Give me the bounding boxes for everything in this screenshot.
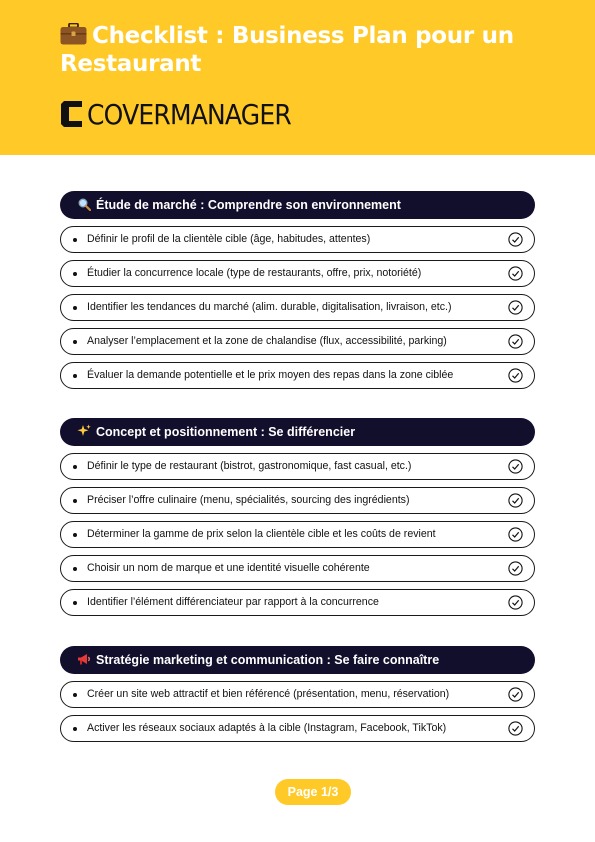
bullet-icon <box>73 306 77 310</box>
checklist-item[interactable] <box>60 328 535 355</box>
checklist-item[interactable] <box>60 555 535 582</box>
section-header-market-study <box>60 191 535 219</box>
checklist-item-label: Analyser l’emplacement et la zone de chalandise (flux, accessibilité, parking) <box>87 335 447 347</box>
magnifier-icon <box>76 191 92 219</box>
checklist-item[interactable] <box>60 487 535 514</box>
check-circle-icon[interactable] <box>508 721 523 736</box>
checklist-item-label: Activer les réseaux sociaux adaptés à la cible (Instagram, Facebook, TikTok) <box>87 722 447 734</box>
checklist-item[interactable] <box>60 715 535 742</box>
checklist-item[interactable] <box>60 294 535 321</box>
bullet-icon <box>73 238 77 242</box>
sparkles-icon <box>76 418 92 446</box>
checklist-item-label: Définir le profil de la clientèle cible (âge, habitudes, attentes) <box>87 233 371 245</box>
checklist-item-label: Préciser l’offre culinaire (menu, spécialités, sourcing des ingrédients) <box>87 494 410 506</box>
checklist-item[interactable] <box>60 521 535 548</box>
checklist-item-label: Créer un site web attractif et bien référencé (présentation, menu, réservation) <box>87 688 450 700</box>
checklist-item-label: Évaluer la demande potentielle et le prix moyen des repas dans la zone ciblée <box>87 369 454 381</box>
check-circle-icon[interactable] <box>508 368 523 383</box>
checklist-item-label: Définir le type de restaurant (bistrot, gastronomique, fast casual, etc.) <box>87 460 412 472</box>
bullet-icon <box>73 374 77 378</box>
section-header-concept <box>60 418 535 446</box>
checklist-item[interactable] <box>60 589 535 616</box>
section-header-marketing <box>60 646 535 674</box>
bullet-icon <box>73 340 77 344</box>
checklist-item-label: Déterminer la gamme de prix selon la clientèle cible et les coûts de revient <box>87 528 436 540</box>
check-circle-icon[interactable] <box>508 687 523 702</box>
bullet-icon <box>73 693 77 697</box>
page-number-badge: Page 1/3 <box>275 779 351 805</box>
bullet-icon <box>73 272 77 276</box>
bullet-icon <box>73 465 77 469</box>
megaphone-icon <box>76 646 92 674</box>
check-circle-icon[interactable] <box>508 266 523 281</box>
bullet-icon <box>73 601 77 605</box>
bullet-icon <box>73 727 77 731</box>
check-circle-icon[interactable] <box>508 527 523 542</box>
checklist-item-label: Identifier l’élément différenciateur par rapport à la concurrence <box>87 596 379 608</box>
covermanager-logo <box>60 98 291 130</box>
checklist-item-label: Étudier la concurrence locale (type de restaurants, offre, prix, notoriété) <box>87 267 422 279</box>
checklist-item[interactable] <box>60 453 535 480</box>
page-title-text: Checklist : Business Plan pour un Restaurant <box>60 23 514 77</box>
check-circle-icon[interactable] <box>508 459 523 474</box>
logo-mark-icon <box>60 99 84 129</box>
checklist-item[interactable] <box>60 226 535 253</box>
check-circle-icon[interactable] <box>508 493 523 508</box>
checklist-item[interactable] <box>60 260 535 287</box>
page-title <box>60 22 560 78</box>
bullet-icon <box>73 533 77 537</box>
checklist-item[interactable] <box>60 362 535 389</box>
checklist-item-label: Choisir un nom de marque et une identité visuelle cohérente <box>87 562 370 574</box>
check-circle-icon[interactable] <box>508 232 523 247</box>
header-banner <box>0 0 595 155</box>
section-title: Stratégie marketing et communication : Se faire connaître <box>96 653 440 667</box>
briefcase-icon <box>60 23 87 45</box>
bullet-icon <box>73 567 77 571</box>
checklist-item-label: Identifier les tendances du marché (alim. durable, digitalisation, livraison, etc.) <box>87 301 452 313</box>
check-circle-icon[interactable] <box>508 595 523 610</box>
logo-text: COVERMANAGER <box>87 98 291 130</box>
check-circle-icon[interactable] <box>508 334 523 349</box>
bullet-icon <box>73 499 77 503</box>
section-title: Concept et positionnement : Se différencier <box>96 425 356 439</box>
check-circle-icon[interactable] <box>508 300 523 315</box>
section-title: Étude de marché : Comprendre son environnement <box>96 198 401 212</box>
check-circle-icon[interactable] <box>508 561 523 576</box>
checklist-item[interactable] <box>60 681 535 708</box>
